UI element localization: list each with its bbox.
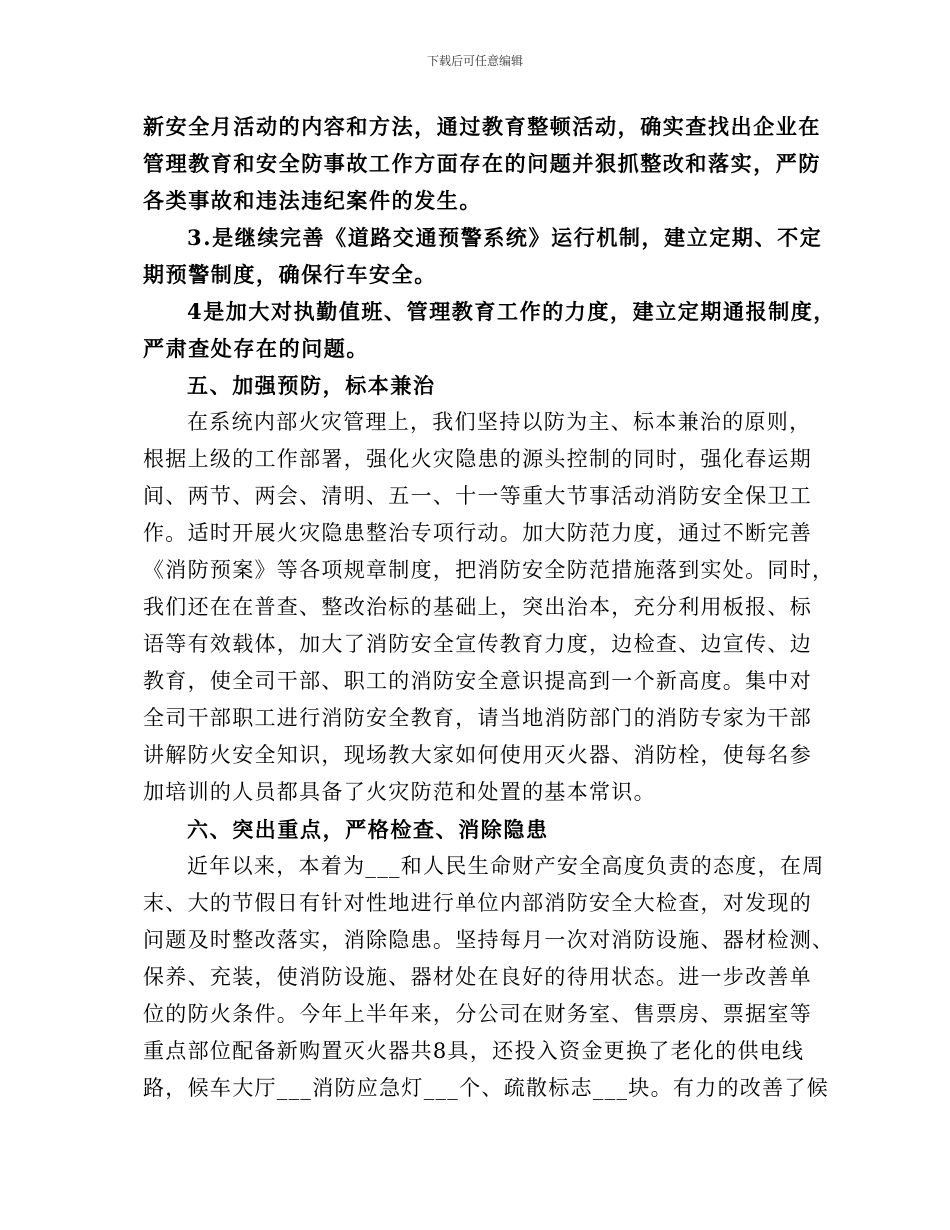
section-heading: 五、加强预防，标本兼治: [187, 373, 436, 398]
text-line: 教育，使全司干部、职工的消防安全意识提高到一个新高度。集中对: [143, 669, 812, 693]
text-line: 我们还在在普查、整改治标的基础上，突出治本，充分利用板报、标: [143, 595, 812, 619]
document-body: [143, 108, 837, 1107]
text-line: 重点部位配备新购置灭火器共8具，还投入资金更换了老化的供电线: [143, 1039, 805, 1063]
text-line: 全司干部职工进行消防安全教育，请当地消防部门的消防专家为干部: [143, 706, 812, 730]
text-line: 《消防预案》等各项规章制度，把消防安全防范措施落到实处。同时，: [143, 558, 835, 582]
text-line: 3.是继续完善《道路交通预警系统》运行机制，建立定期、不定: [187, 225, 823, 250]
text-line: 路，候车大厅___消防应急灯___个、疏散标志___块。有力的改善了候: [143, 1076, 829, 1100]
text-line: 语等有效载体，加大了消防安全宣传教育力度，边检查、边宣传、边: [143, 632, 812, 656]
text-line: 加培训的人员都具备了火灾防范和处置的基本常识。: [143, 780, 656, 804]
text-line: 根据上级的工作部署，强化火灾隐患的源头控制的同时，强化春运期: [143, 447, 812, 471]
section-heading: 六、突出重点，严格检查、消除隐患: [187, 817, 549, 842]
text-line: 保养、充装，使消防设施、器材处在良好的待用状态。进一步改善单: [143, 965, 812, 989]
text-line: 新安全月活动的内容和方法，通过教育整顿活动，确实查找出企业在: [143, 114, 821, 139]
text-line: 期预警制度，确保行车安全。: [143, 262, 437, 287]
page-header: 下载后可任意编辑: [426, 54, 523, 68]
text-line: 间、两节、两会、清明、五一、十一等重大节事活动消防安全保卫工: [143, 484, 812, 508]
text-line: 近年以来，本着为___和人民生命财产安全高度负责的态度，在周: [187, 854, 825, 878]
text-line: 问题及时整改落实，消除隐患。坚持每月一次对消防设施、器材检测、: [143, 928, 835, 952]
text-line: 4是加大对执勤值班、管理教育工作的力度，建立定期通报制度，: [187, 299, 837, 324]
text-line: 末、大的节假日有针对性地进行单位内部消防安全大检查，对发现的: [143, 891, 812, 915]
text-line: 各类事故和违法违纪案件的发生。: [143, 188, 482, 213]
text-line: 严肃查处存在的问题。: [143, 336, 369, 361]
text-line: 管理教育和安全防事故工作方面存在的问题并狠抓整改和落实，严防: [143, 151, 821, 176]
text-line: 作。适时开展火灾隐患整治专项行动。加大防范力度，通过不断完善: [143, 521, 812, 545]
text-line: 讲解防火安全知识，现场教大家如何使用灭火器、消防栓，使每名参: [143, 743, 812, 767]
text-line: 位的防火条件。今年上半年来，分公司在财务室、售票房、票据室等: [143, 1002, 812, 1026]
text-line: 在系统内部火灾管理上，我们坚持以防为主、标本兼治的原则，: [187, 410, 812, 434]
